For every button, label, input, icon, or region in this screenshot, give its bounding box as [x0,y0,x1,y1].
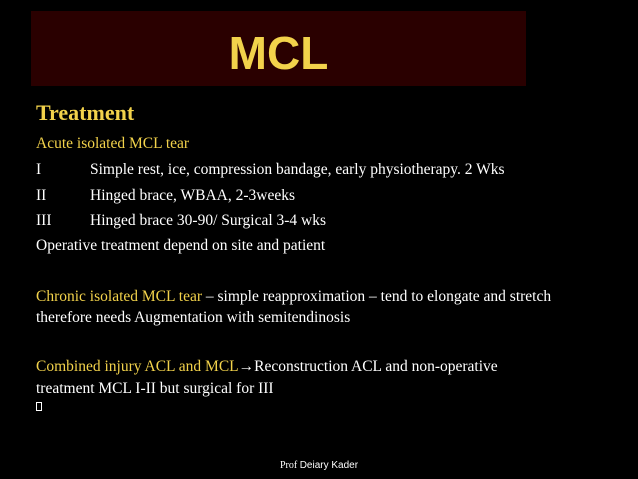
chronic-text: – simple reapproximation – tend to elongate and stretch [202,288,552,305]
grade-text: Simple rest, ice, compression bandage, early physiotherapy. 2 Wks [90,161,505,178]
grade-number: III [36,212,52,229]
grade-row [36,186,295,206]
operative-text: Operative treatment depend on site and patient [36,237,326,254]
grade-text: Hinged brace 30-90/ Surgical 3-4 wks [90,212,327,229]
chronic-label: Chronic isolated MCL tear [36,288,203,305]
chronic-line-1 [36,287,551,307]
treatment-heading: Treatment [36,100,135,125]
grade-row [36,211,326,231]
grade-text: Hinged brace, WBAA, 2-3weeks [90,187,296,204]
combined-line-2: treatment MCL I-II but surgical for III [36,380,274,397]
footer-prefix: Prof [279,460,300,471]
acute-label: Acute isolated MCL tear [36,135,190,152]
combined-line-1 [36,357,498,377]
title-bar [31,11,526,86]
grade-row [36,160,505,180]
footer-name: Deiary Kader [299,460,359,471]
grade-number: I [36,161,42,178]
grade-number: II [36,187,47,204]
combined-label: Combined injury ACL and MCL [36,358,239,375]
combined-text: →Reconstruction ACL and non-operative [238,358,498,375]
slide-footer [0,460,638,472]
empty-bullet-icon [36,402,42,411]
slide-title: MCL [228,27,329,79]
chronic-line-2: therefore needs Augmentation with semitendinosis [36,309,351,326]
